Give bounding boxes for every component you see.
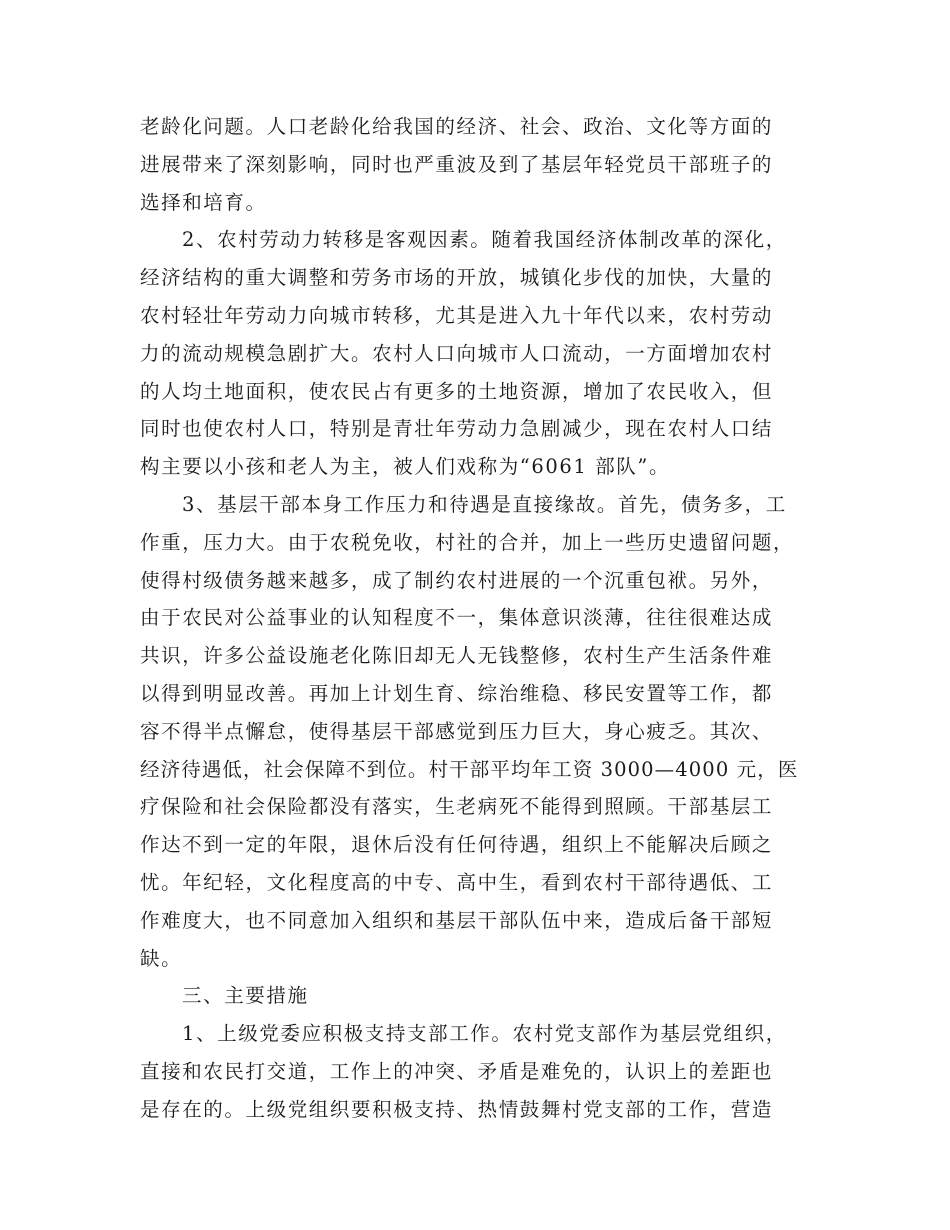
paragraph-start-line: 3、基层干部本身工作压力和待遇是直接缘故。首先，债务多，工 [182, 492, 787, 516]
text-line: 容不得半点懈怠，使得基层干部感觉到压力巨大，身心疲乏。其次、 [140, 719, 774, 743]
text-line: 以得到明显改善。再加上计划生育、综治维稳、移民安置等工作，都 [140, 681, 774, 705]
text-line: 由于农民对公益事业的认知程度不一，集体意识淡薄，往往很难达成 [140, 606, 774, 630]
paragraph-start-line: 1、上级党委应积极支持支部工作。农村党支部作为基层党组织， [182, 1022, 787, 1046]
text-line: 作重，压力大。由于农税免收，村社的合并，加上一些历史遗留问题， [140, 530, 795, 554]
text-line: 忧。年纪轻，文化程度高的中专、高中生，看到农村干部待遇低、工 [140, 870, 774, 894]
text-line: 农村轻壮年劳动力向城市转移，尤其是进入九十年代以来，农村劳动 [140, 303, 774, 327]
text-line: 构主要以小孩和老人为主，被人们戏称为“6061 部队”。 [140, 455, 671, 479]
text-line: 力的流动规模急剧扩大。农村人口向城市人口流动，一方面增加农村 [140, 341, 774, 365]
document-body [140, 108, 800, 1129]
text-line: 同时也使农村人口，特别是青壮年劳动力急剧减少，现在农村人口结 [140, 417, 774, 441]
section-heading: 三、主要措施 [182, 984, 309, 1008]
paragraph-start-line: 2、农村劳动力转移是客观因素。随着我国经济体制改革的深化， [182, 228, 787, 252]
text-line: 选择和培育。 [140, 190, 267, 214]
text-line: 作达不到一定的年限，退休后没有任何待遇，组织上不能解决后顾之 [140, 833, 774, 857]
text-line: 进展带来了深刻影响，同时也严重波及到了基层年轻党员干部班子的 [140, 152, 774, 176]
text-line: 作难度大，也不同意加入组织和基层干部队伍中来，造成后备干部短 [140, 908, 774, 932]
text-line: 是存在的。上级党组织要积极支持、热情鼓舞村党支部的工作，营造 [140, 1097, 774, 1121]
text-line: 使得村级债务越来越多，成了制约农村进展的一个沉重包袱。另外， [140, 568, 774, 592]
text-line: 经济待遇低，社会保障不到位。村干部平均年工资 3000—4000 元，医 [140, 757, 799, 781]
text-line: 直接和农民打交道，工作上的冲突、矛盾是难免的，认识上的差距也 [140, 1059, 774, 1083]
text-line: 老龄化问题。人口老龄化给我国的经济、社会、政治、文化等方面的 [140, 115, 774, 138]
text-line: 共识，许多公益设施老化陈旧却无人无钱整修，农村生产生活条件难 [140, 644, 774, 668]
text-line: 缺。 [140, 946, 183, 970]
text-line: 的人均土地面积，使农民占有更多的土地资源，增加了农民收入，但 [140, 379, 774, 403]
text-line: 疗保险和社会保险都没有落实，生老病死不能得到照顾。干部基层工 [140, 795, 774, 819]
text-line: 经济结构的重大调整和劳务市场的开放，城镇化步伐的加快，大量的 [140, 266, 774, 290]
